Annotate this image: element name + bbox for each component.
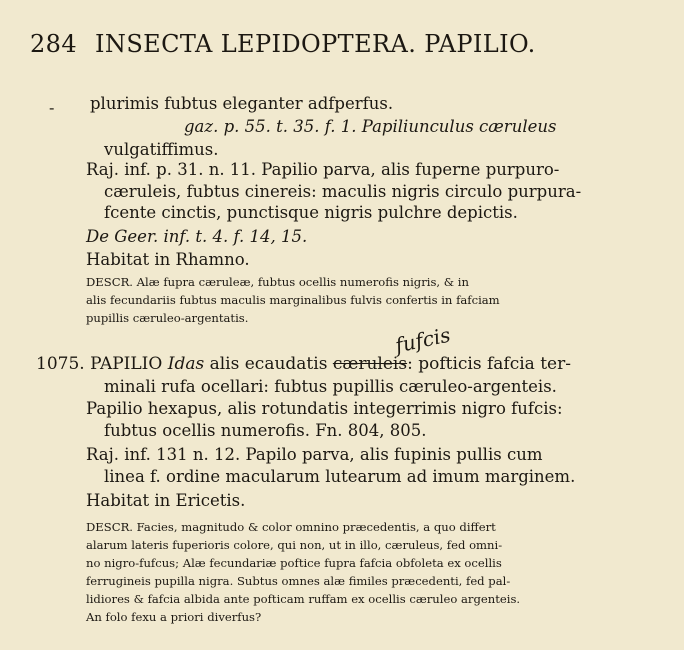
description-line: ferrugineis pupilla nigra. Subtus omnes alæ fimiles præcedenti, fed pal- [86, 574, 511, 588]
description-line: DESCR. Alæ fupra cæruleæ, fubtus ocellis numerofis nigris, & in [86, 275, 469, 289]
entry-text: : pofticis fafcia ter- [407, 354, 571, 374]
entry-text: alis ecaudatis [209, 354, 328, 374]
struck-word: cæruleis [332, 354, 408, 374]
species-name: Idas [167, 354, 205, 374]
description-line: alis fecundariis fubtus maculis marginalibus fulvis confertis in fafciam [86, 293, 500, 307]
text-line: linea f. ordine macularum lutearum ad imum marginem. [104, 467, 576, 486]
text-line: fubtus ocellis numerofis. Fn. 804, 805. [104, 421, 427, 440]
margin-dash: - [49, 98, 55, 117]
text-line: Raj. inf. p. 31. n. 11. Papilio parva, alis fuperne purpuro- [86, 160, 560, 179]
text-line: gaz. p. 55. t. 35. f. 1. Papiliunculus cæruleus [184, 117, 557, 136]
text-line: fcente cinctis, punctisque nigris pulchre depictis. [104, 203, 518, 222]
description-line: lidiores & fafcia albida ante pofticam ruffam ex ocellis cæruleo argenteis. [86, 592, 521, 606]
running-title: INSECTA LEPIDOPTERA. PAPILIO. [95, 30, 536, 58]
description-line: An folo fexu a priori diverfus? [86, 610, 262, 624]
text-line: Habitat in Rhamno. [86, 250, 250, 269]
entry-heading [36, 354, 571, 374]
text-line: vulgatiffimus. [104, 140, 219, 159]
text-line: minali rufa ocellari: fubtus pupillis cæruleo-argenteis. [104, 377, 557, 396]
page-number: 284 [30, 30, 78, 58]
description-line: DESCR. Facies, magnitudo & color omnino præcedentis, a quo differt [86, 520, 496, 534]
text-line: Habitat in Ericetis. [86, 491, 246, 510]
description-line: pupillis cæruleo-argentatis. [86, 311, 249, 325]
entry-number: 1075. [36, 354, 85, 374]
text-line: Papilio hexapus, alis rotundatis integerrimis nigro fufcis: [86, 399, 563, 418]
description-line: no nigro-fufcus; Alæ fecundariæ poftice fupra fafcia obfoleta ex ocellis [86, 556, 502, 570]
page-header [30, 30, 670, 58]
handwritten-annotation: fufcis [393, 322, 453, 358]
genus-name: PAPILIO [90, 354, 163, 374]
text-line: De Geer. inf. t. 4. f. 14, 15. [86, 227, 308, 246]
description-line: alarum lateris fuperioris colore, qui non, ut in illo, cæruleus, fed omni- [86, 538, 503, 552]
text-line: cæruleis, fubtus cinereis: maculis nigris circulo purpura- [104, 182, 582, 201]
text-line: Raj. inf. 131 n. 12. Papilo parva, alis fupinis pullis cum [86, 445, 543, 464]
text-line: plurimis fubtus eleganter adfperfus. [90, 94, 394, 113]
